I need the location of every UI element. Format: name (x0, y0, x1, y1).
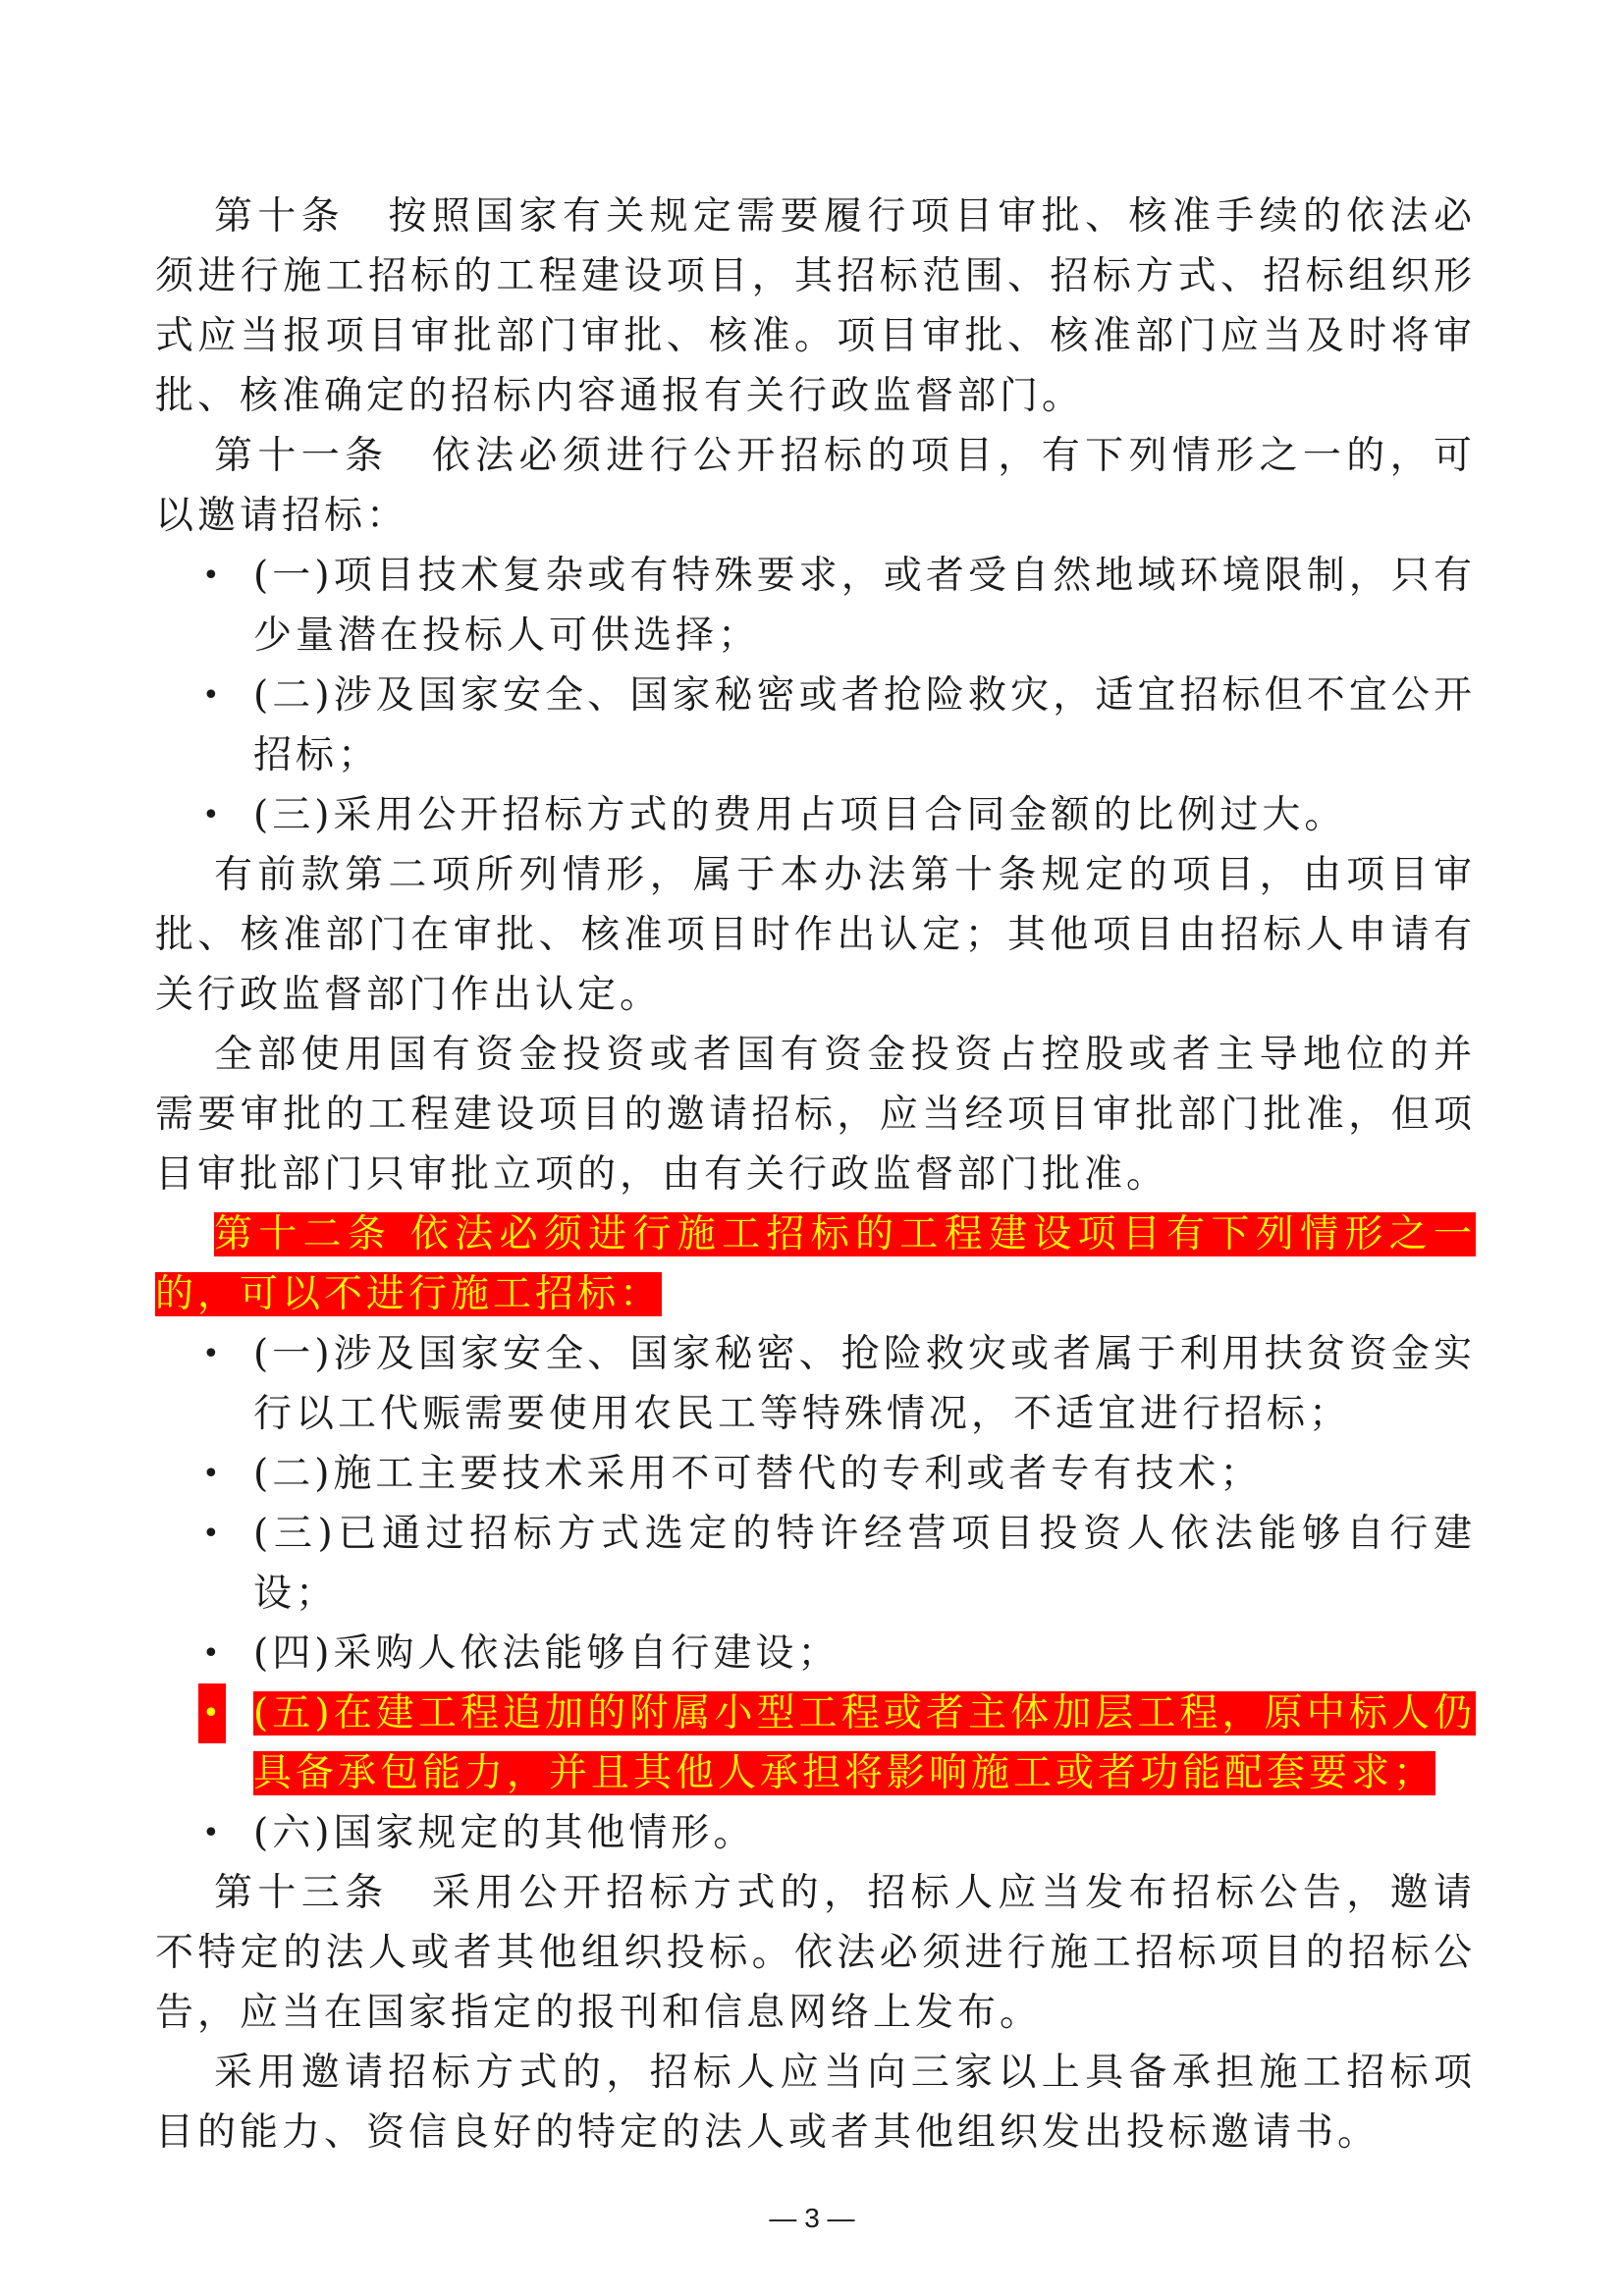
bullet-icon: • (198, 1683, 226, 1743)
bullet-icon: • (202, 1517, 224, 1551)
article-11-list (155, 546, 1476, 845)
bullet-icon: • (202, 559, 224, 593)
list-item: • (一)涉及国家安全、国家秘密、抢险救灾或者属于利用扶贫资金实行以工代赈需要使用农民工等特殊情况，不适宜进行招标； (155, 1324, 1476, 1444)
article-13-paragraph-2: 采用邀请招标方式的，招标人应当向三家以上具备承担施工招标项目的能力、资信良好的特定的法人或者其他组织发出投标邀请书。 (155, 2051, 1476, 2155)
article-11-paragraph-3: 全部使用国有资金投资或者国有资金投资占控股或者主导地位的并需要审批的工程建设项目的邀请招标，应当经项目审批部门批准，但项目审批部门只审批立项的，由有关行政监督部门批准。 (155, 1033, 1476, 1197)
article-12 (155, 1204, 1476, 1324)
item-5-highlight: (五)在建工程追加的附属小型工程或者主体加层工程，原中标人仍具备承包能力，并且其他人承担将影响施工或者功能配套要求； (253, 1691, 1476, 1795)
list-item: • (六)国家规定的其他情形。 (155, 1803, 1476, 1863)
article-12-list (155, 1324, 1476, 1863)
list-item: • (三)已通过招标方式选定的特许经营项目投资人依法能够自行建设； (155, 1504, 1476, 1624)
list-item: • (二)涉及国家安全、国家秘密或者抢险救灾，适宜招标但不宜公开招标； (155, 666, 1476, 785)
list-item: • (一)项目技术复杂或有特殊要求，或者受自然地域环境限制，只有少量潜在投标人可供选择； (155, 546, 1476, 666)
list-item-highlighted (155, 1683, 1476, 1803)
article-11-paragraph-2: 有前款第二项所列情形，属于本办法第十条规定的项目，由项目审批、核准部门在审批、核准项目时作出认定；其他项目由招标人申请有关行政监督部门作出认定。 (155, 853, 1476, 1017)
document-body (155, 187, 1476, 2163)
bullet-icon: • (202, 798, 224, 832)
list-item: • (二)施工主要技术采用不可替代的专利或者专有技术； (155, 1444, 1476, 1504)
bullet-icon: • (202, 1816, 224, 1850)
bullet-icon: • (202, 1337, 224, 1371)
list-item: • (三)采用公开招标方式的费用占项目合同金额的比例过大。 (155, 785, 1476, 845)
page-number: — 3 — (769, 2203, 855, 2233)
article-13: 第十三条 采用公开招标方式的，招标人应当发布招标公告，邀请不特定的法人或者其他组织投标。依法必须进行施工招标项目的招标公告，应当在国家指定的报刊和信息网络上发布。 (155, 1871, 1476, 2035)
bullet-icon: • (202, 1636, 224, 1671)
article-11: 第十一条 依法必须进行公开招标的项目，有下列情形之一的，可以邀请招标： (155, 434, 1476, 538)
article-10: 第十条 按照国家有关规定需要履行项目审批、核准手续的依法必须进行施工招标的工程建设项目，其招标范围、招标方式、招标组织形式应当报项目审批部门审批、核准。项目审批、核准部门应当及时将审批、核准确定的招标内容通报有关行政监督部门。 (155, 194, 1476, 418)
bullet-icon: • (202, 1457, 224, 1491)
article-12-highlight: 第十二条 依法必须进行施工招标的工程建设项目有下列情形之一的，可以不进行施工招标： (155, 1212, 1476, 1316)
bullet-icon: • (202, 678, 224, 713)
list-item: • (四)采购人依法能够自行建设； (155, 1624, 1476, 1683)
